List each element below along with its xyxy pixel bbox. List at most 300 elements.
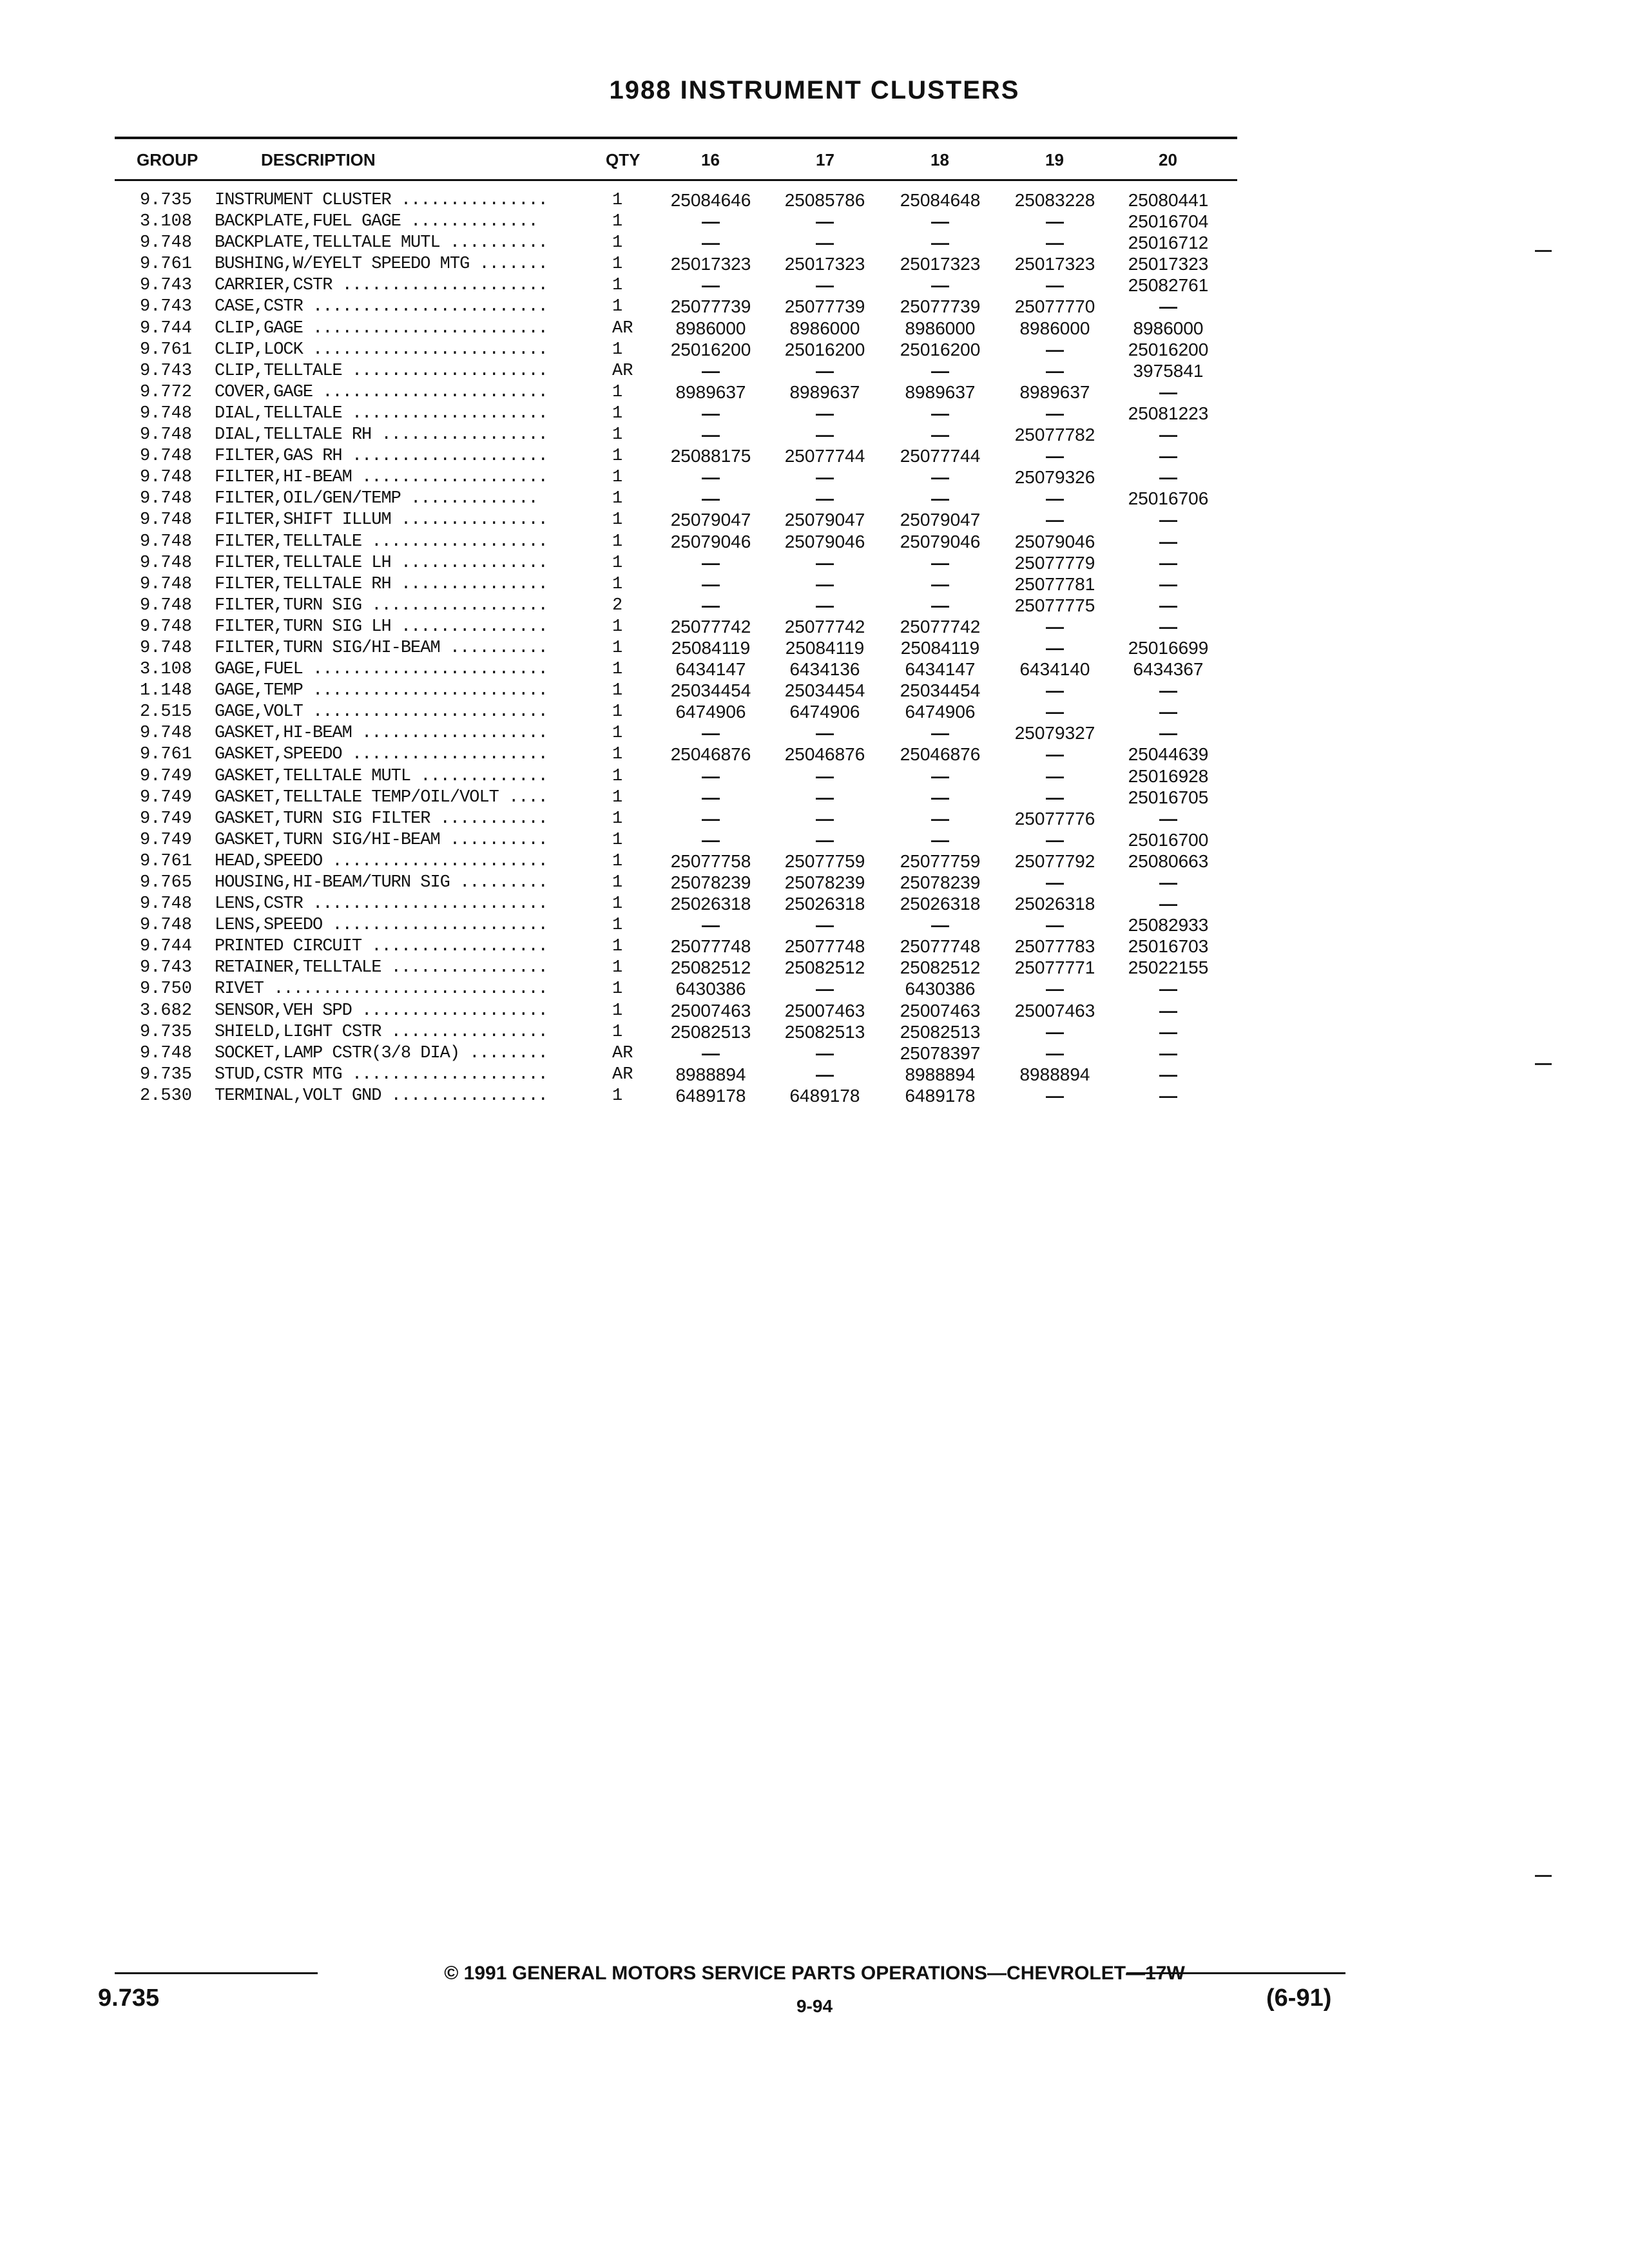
qty-cell: 1 bbox=[612, 403, 623, 423]
model-20-cell: — bbox=[1159, 1000, 1177, 1021]
model-20-cell: 8986000 bbox=[1133, 318, 1204, 338]
model-18-cell: 25084119 bbox=[900, 637, 980, 658]
model-17-cell: 25016200 bbox=[784, 339, 865, 360]
model-16-cell: — bbox=[702, 723, 720, 744]
table-row bbox=[0, 852, 1629, 873]
qty-cell: 1 bbox=[612, 191, 623, 210]
model-18-cell: — bbox=[931, 787, 949, 807]
model-19-cell: — bbox=[1046, 488, 1064, 509]
group-cell: 3.682 bbox=[139, 1001, 192, 1021]
model-17-cell: — bbox=[816, 723, 834, 744]
model-18-cell: 25077744 bbox=[900, 446, 981, 466]
group-cell: 9.761 bbox=[139, 851, 192, 871]
description-cell: FILTER,TURN SIG LH ............... bbox=[215, 617, 548, 637]
model-19-cell: 8988894 bbox=[1019, 1064, 1090, 1084]
description-cell: SENSOR,VEH SPD ................... bbox=[215, 1001, 548, 1021]
qty-cell: 1 bbox=[612, 297, 623, 317]
model-18-cell: 25079047 bbox=[900, 510, 981, 530]
model-20-cell: — bbox=[1159, 723, 1177, 744]
model-17-cell: 25046876 bbox=[784, 744, 865, 765]
model-17-cell: 25026318 bbox=[784, 894, 865, 914]
model-16-cell: 8989637 bbox=[675, 381, 746, 402]
model-16-cell: — bbox=[702, 360, 720, 381]
model-17-cell: 25034454 bbox=[784, 680, 865, 701]
qty-cell: 1 bbox=[612, 724, 623, 744]
model-16-cell: 25082513 bbox=[670, 1021, 751, 1042]
group-cell: 9.748 bbox=[139, 1043, 192, 1063]
model-20-cell: — bbox=[1159, 510, 1177, 530]
model-16-cell: — bbox=[702, 552, 720, 573]
group-cell: 9.743 bbox=[139, 276, 192, 296]
model-17-cell: 25077744 bbox=[784, 446, 865, 466]
model-16-cell: — bbox=[702, 787, 720, 807]
model-19-cell: — bbox=[1046, 1021, 1064, 1042]
model-18-cell: 25084648 bbox=[900, 190, 981, 210]
model-20-cell: 25016200 bbox=[1128, 339, 1209, 360]
model-19-cell: — bbox=[1046, 233, 1064, 253]
model-18-cell: 25077739 bbox=[900, 296, 981, 317]
col-header-20: 20 bbox=[1159, 150, 1177, 169]
group-cell: 9.735 bbox=[139, 1064, 192, 1084]
model-17-cell: — bbox=[816, 233, 834, 253]
model-20-cell: — bbox=[1159, 680, 1177, 701]
model-20-cell: — bbox=[1159, 531, 1177, 552]
qty-cell: 1 bbox=[612, 851, 623, 871]
qty-cell: 1 bbox=[612, 958, 623, 978]
model-16-cell: 25034454 bbox=[670, 680, 751, 701]
group-cell: 9.748 bbox=[139, 574, 192, 594]
model-19-cell: 6434140 bbox=[1019, 659, 1090, 680]
model-16-cell: 25046876 bbox=[670, 744, 751, 765]
model-19-cell: 25077770 bbox=[1014, 296, 1095, 317]
model-19-cell: — bbox=[1046, 360, 1064, 381]
model-20-cell: — bbox=[1159, 296, 1177, 317]
qty-cell: 1 bbox=[612, 702, 623, 722]
model-18-cell: 25046876 bbox=[900, 744, 981, 765]
description-cell: GASKET,TELLTALE MUTL ............. bbox=[215, 766, 548, 786]
description-cell: FILTER,TELLTALE RH ............... bbox=[215, 574, 548, 594]
table-row bbox=[0, 681, 1629, 702]
description-cell: RETAINER,TELLTALE ................ bbox=[215, 958, 548, 978]
description-cell: COVER,GAGE ....................... bbox=[215, 382, 548, 402]
description-cell: GAGE,TEMP ........................ bbox=[215, 681, 548, 701]
model-20-cell: — bbox=[1159, 1043, 1177, 1063]
model-18-cell: — bbox=[931, 573, 949, 594]
model-16-cell: 25007463 bbox=[670, 1000, 751, 1021]
table-row bbox=[0, 916, 1629, 937]
qty-cell: 1 bbox=[612, 447, 623, 466]
table-row bbox=[0, 1001, 1629, 1023]
model-16-cell: 25016200 bbox=[670, 339, 751, 360]
qty-cell: 1 bbox=[612, 830, 623, 850]
model-19-cell: 25007463 bbox=[1014, 1000, 1095, 1021]
table-row bbox=[0, 276, 1629, 297]
table-row bbox=[0, 1086, 1629, 1108]
description-cell: LENS,CSTR ........................ bbox=[215, 894, 548, 914]
group-cell: 9.749 bbox=[139, 787, 192, 807]
footer-copyright: © 1991 GENERAL MOTORS SERVICE PARTS OPERATIONS—CHEVROLET—17W bbox=[444, 1963, 1185, 1984]
model-19-cell: 25077776 bbox=[1014, 808, 1095, 829]
group-cell: 9.761 bbox=[139, 745, 192, 765]
table-row bbox=[0, 1044, 1629, 1065]
model-17-cell: — bbox=[816, 467, 834, 488]
group-cell: 9.748 bbox=[139, 489, 192, 509]
model-18-cell: 25082512 bbox=[900, 957, 981, 978]
model-16-cell: 6434147 bbox=[675, 659, 746, 680]
col-header-16: 16 bbox=[701, 150, 720, 169]
model-19-cell: — bbox=[1046, 872, 1064, 892]
model-16-cell: 25077748 bbox=[670, 936, 751, 957]
table-row bbox=[0, 596, 1629, 617]
margin-tick bbox=[1535, 1875, 1552, 1877]
table-row bbox=[0, 532, 1629, 553]
model-16-cell: 25079047 bbox=[670, 510, 751, 530]
model-18-cell: 25078397 bbox=[900, 1043, 981, 1063]
model-16-cell: 25078239 bbox=[670, 872, 751, 892]
model-16-cell: 25082512 bbox=[670, 957, 751, 978]
group-cell: 9.748 bbox=[139, 617, 192, 637]
model-19-cell: — bbox=[1046, 829, 1064, 850]
group-cell: 9.748 bbox=[139, 638, 192, 658]
model-18-cell: 8988894 bbox=[905, 1064, 976, 1084]
model-17-cell: — bbox=[816, 765, 834, 786]
model-20-cell: 25022155 bbox=[1128, 957, 1209, 978]
model-16-cell: 8986000 bbox=[675, 318, 746, 338]
model-19-cell: 25077775 bbox=[1014, 595, 1095, 615]
model-18-cell: — bbox=[931, 595, 949, 615]
model-17-cell: 25017323 bbox=[784, 254, 865, 274]
qty-cell: 1 bbox=[612, 937, 623, 957]
model-20-cell: — bbox=[1159, 616, 1177, 637]
model-19-cell: 25077779 bbox=[1014, 552, 1095, 573]
model-20-cell: 25016705 bbox=[1128, 787, 1209, 807]
table-row bbox=[0, 468, 1629, 489]
model-17-cell: 6474906 bbox=[789, 702, 860, 722]
model-16-cell: 25077742 bbox=[670, 616, 751, 637]
model-18-cell: — bbox=[931, 915, 949, 936]
model-17-cell: — bbox=[816, 1043, 834, 1063]
table-row bbox=[0, 361, 1629, 383]
qty-cell: 1 bbox=[612, 1001, 623, 1021]
description-cell: CLIP,TELLTALE .................... bbox=[215, 361, 548, 381]
table-row bbox=[0, 340, 1629, 361]
model-20-cell: 25082933 bbox=[1128, 915, 1209, 936]
model-18-cell: 8986000 bbox=[905, 318, 976, 338]
model-16-cell: — bbox=[702, 467, 720, 488]
description-cell: GASKET,TELLTALE TEMP/OIL/VOLT .... bbox=[215, 787, 548, 807]
qty-cell: 1 bbox=[612, 340, 623, 360]
description-cell: SOCKET,LAMP CSTR(3/8 DIA) ........ bbox=[215, 1043, 548, 1063]
model-18-cell: — bbox=[931, 467, 949, 488]
description-cell: GAGE,FUEL ........................ bbox=[215, 660, 548, 680]
group-cell: 9.743 bbox=[139, 297, 192, 317]
description-cell: GASKET,TURN SIG FILTER ........... bbox=[215, 809, 548, 829]
model-18-cell: — bbox=[931, 723, 949, 744]
model-19-cell: 25083228 bbox=[1014, 190, 1095, 210]
group-cell: 9.748 bbox=[139, 553, 192, 573]
qty-cell: 1 bbox=[612, 1022, 623, 1042]
model-20-cell: — bbox=[1159, 446, 1177, 466]
description-cell: FILTER,HI-BEAM ................... bbox=[215, 468, 548, 488]
footer-section-number: 9.735 bbox=[98, 1984, 160, 2012]
model-16-cell: — bbox=[702, 829, 720, 850]
model-19-cell: — bbox=[1046, 275, 1064, 296]
qty-cell: 1 bbox=[612, 574, 623, 594]
model-16-cell: 25088175 bbox=[670, 446, 751, 466]
model-18-cell: — bbox=[931, 765, 949, 786]
model-18-cell: — bbox=[931, 808, 949, 829]
footer-date: (6-91) bbox=[1266, 1984, 1332, 2012]
table-row bbox=[0, 639, 1629, 660]
model-20-cell: — bbox=[1159, 595, 1177, 615]
table-row bbox=[0, 383, 1629, 404]
model-20-cell: 25044639 bbox=[1128, 744, 1209, 765]
model-17-cell: — bbox=[816, 1064, 834, 1084]
model-18-cell: 25079046 bbox=[900, 531, 981, 552]
model-17-cell: — bbox=[816, 573, 834, 594]
model-18-cell: 6474906 bbox=[905, 702, 976, 722]
model-17-cell: 25079046 bbox=[784, 531, 865, 552]
group-cell: 1.148 bbox=[139, 681, 192, 701]
group-cell: 9.749 bbox=[139, 766, 192, 786]
model-20-cell: 25080441 bbox=[1128, 190, 1209, 210]
model-20-cell: — bbox=[1159, 552, 1177, 573]
model-16-cell: — bbox=[702, 211, 720, 232]
model-17-cell: 6489178 bbox=[789, 1085, 860, 1106]
description-cell: FILTER,SHIFT ILLUM ............... bbox=[215, 510, 548, 530]
model-18-cell: — bbox=[931, 488, 949, 509]
model-18-cell: — bbox=[931, 829, 949, 850]
model-18-cell: — bbox=[931, 275, 949, 296]
model-18-cell: 6434147 bbox=[905, 659, 976, 680]
group-cell: 9.748 bbox=[139, 510, 192, 530]
model-17-cell: — bbox=[816, 488, 834, 509]
model-18-cell: — bbox=[931, 211, 949, 232]
model-16-cell: — bbox=[702, 425, 720, 445]
table-row bbox=[0, 233, 1629, 255]
model-16-cell: — bbox=[702, 595, 720, 615]
description-cell: HEAD,SPEEDO ...................... bbox=[215, 851, 548, 871]
table-row bbox=[0, 937, 1629, 958]
model-16-cell: — bbox=[702, 915, 720, 936]
model-19-cell: — bbox=[1046, 702, 1064, 722]
model-20-cell: — bbox=[1159, 979, 1177, 999]
qty-cell: 1 bbox=[612, 681, 623, 701]
description-cell: CASE,CSTR ........................ bbox=[215, 297, 548, 317]
description-cell: RIVET ............................ bbox=[215, 979, 548, 999]
model-16-cell: — bbox=[702, 808, 720, 829]
model-19-cell: — bbox=[1046, 403, 1064, 423]
model-20-cell: 25016700 bbox=[1128, 829, 1209, 850]
table-row bbox=[0, 958, 1629, 979]
model-19-cell: 25077782 bbox=[1014, 425, 1095, 445]
model-19-cell: — bbox=[1046, 616, 1064, 637]
model-20-cell: — bbox=[1159, 573, 1177, 594]
model-16-cell: 25079046 bbox=[670, 531, 751, 552]
qty-cell: AR bbox=[612, 1043, 633, 1063]
model-17-cell: — bbox=[816, 275, 834, 296]
qty-cell: 1 bbox=[612, 916, 623, 936]
model-18-cell: 25026318 bbox=[900, 894, 981, 914]
group-cell: 9.735 bbox=[139, 1022, 192, 1042]
group-cell: 9.748 bbox=[139, 724, 192, 744]
table-row bbox=[0, 745, 1629, 766]
table-row bbox=[0, 894, 1629, 916]
model-20-cell: 25081223 bbox=[1128, 403, 1209, 423]
model-19-cell: — bbox=[1046, 1085, 1064, 1106]
model-19-cell: 25079327 bbox=[1014, 723, 1095, 744]
model-17-cell: 25077742 bbox=[784, 616, 865, 637]
group-cell: 9.772 bbox=[139, 382, 192, 402]
qty-cell: 1 bbox=[612, 873, 623, 892]
table-row bbox=[0, 1065, 1629, 1086]
model-18-cell: — bbox=[931, 552, 949, 573]
model-17-cell: — bbox=[816, 595, 834, 615]
model-20-cell: 25016699 bbox=[1128, 637, 1209, 658]
model-18-cell: 6430386 bbox=[905, 979, 976, 999]
description-cell: DIAL,TELLTALE RH ................. bbox=[215, 425, 548, 445]
qty-cell: 1 bbox=[612, 553, 623, 573]
model-17-cell: 25007463 bbox=[784, 1000, 865, 1021]
model-20-cell: 6434367 bbox=[1133, 659, 1204, 680]
table-row bbox=[0, 831, 1629, 852]
description-cell: INSTRUMENT CLUSTER ............... bbox=[215, 191, 548, 210]
model-18-cell: 25077748 bbox=[900, 936, 981, 957]
col-header-description: DESCRIPTION bbox=[261, 150, 376, 169]
model-17-cell: 6434136 bbox=[789, 659, 860, 680]
model-19-cell: — bbox=[1046, 680, 1064, 701]
model-20-cell: 25016928 bbox=[1128, 765, 1209, 786]
qty-cell: 1 bbox=[612, 532, 623, 552]
group-cell: 9.748 bbox=[139, 403, 192, 423]
description-cell: GASKET,SPEEDO .................... bbox=[215, 745, 548, 765]
model-16-cell: — bbox=[702, 1043, 720, 1063]
description-cell: FILTER,GAS RH .................... bbox=[215, 447, 548, 466]
model-16-cell: — bbox=[702, 488, 720, 509]
model-19-cell: — bbox=[1046, 979, 1064, 999]
model-17-cell: — bbox=[816, 552, 834, 573]
table-row bbox=[0, 404, 1629, 425]
qty-cell: AR bbox=[612, 361, 633, 381]
table-row bbox=[0, 575, 1629, 596]
model-17-cell: — bbox=[816, 360, 834, 381]
model-20-cell: — bbox=[1159, 702, 1177, 722]
model-19-cell: 25077771 bbox=[1014, 957, 1095, 978]
qty-cell: 1 bbox=[612, 809, 623, 829]
model-19-cell: 8986000 bbox=[1019, 318, 1090, 338]
model-17-cell: 25084119 bbox=[785, 637, 865, 658]
qty-cell: 1 bbox=[612, 382, 623, 402]
model-16-cell: — bbox=[702, 403, 720, 423]
description-cell: CLIP,GAGE ........................ bbox=[215, 318, 548, 338]
description-cell: FILTER,TELLTALE .................. bbox=[215, 532, 548, 552]
description-cell: LENS,SPEEDO ...................... bbox=[215, 916, 548, 936]
group-cell: 9.761 bbox=[139, 255, 192, 274]
model-18-cell: — bbox=[931, 360, 949, 381]
model-19-cell: 25026318 bbox=[1014, 894, 1095, 914]
col-header-17: 17 bbox=[816, 150, 834, 169]
margin-tick bbox=[1535, 250, 1552, 252]
group-cell: 3.108 bbox=[139, 212, 192, 232]
group-cell: 9.749 bbox=[139, 830, 192, 850]
table-row bbox=[0, 979, 1629, 1001]
model-16-cell: 25084119 bbox=[671, 637, 751, 658]
description-cell: BUSHING,W/EYELT SPEEDO MTG ....... bbox=[215, 255, 548, 274]
margin-tick bbox=[1535, 1063, 1552, 1065]
model-16-cell: — bbox=[702, 765, 720, 786]
model-16-cell: 6474906 bbox=[675, 702, 746, 722]
qty-cell: 1 bbox=[612, 745, 623, 765]
qty-cell: 1 bbox=[612, 660, 623, 680]
model-17-cell: 8989637 bbox=[789, 381, 860, 402]
model-16-cell: 25084646 bbox=[670, 190, 751, 210]
model-18-cell: — bbox=[931, 233, 949, 253]
model-19-cell: — bbox=[1046, 765, 1064, 786]
model-16-cell: 6430386 bbox=[675, 979, 746, 999]
model-20-cell: — bbox=[1159, 872, 1177, 892]
model-20-cell: 25080663 bbox=[1128, 850, 1209, 871]
group-cell: 2.530 bbox=[139, 1086, 192, 1106]
model-16-cell: — bbox=[702, 573, 720, 594]
model-17-cell: — bbox=[816, 787, 834, 807]
qty-cell: 1 bbox=[612, 766, 623, 786]
description-cell: DIAL,TELLTALE .................... bbox=[215, 403, 548, 423]
table-row bbox=[0, 255, 1629, 276]
table-row bbox=[0, 873, 1629, 894]
model-16-cell: 25077758 bbox=[670, 850, 751, 871]
table-row bbox=[0, 297, 1629, 318]
group-cell: 9.744 bbox=[139, 318, 192, 338]
description-cell: HOUSING,HI-BEAM/TURN SIG ......... bbox=[215, 873, 548, 892]
description-cell: PRINTED CIRCUIT .................. bbox=[215, 937, 548, 957]
qty-cell: AR bbox=[612, 318, 633, 338]
parts-table bbox=[0, 191, 1629, 1108]
model-16-cell: 8988894 bbox=[675, 1064, 746, 1084]
qty-cell: 1 bbox=[612, 638, 623, 658]
table-row bbox=[0, 489, 1629, 510]
qty-cell: 2 bbox=[612, 595, 623, 615]
model-20-cell: — bbox=[1159, 894, 1177, 914]
qty-cell: 1 bbox=[612, 510, 623, 530]
group-cell: 9.748 bbox=[139, 894, 192, 914]
table-row bbox=[0, 702, 1629, 724]
model-17-cell: 8986000 bbox=[789, 318, 860, 338]
model-20-cell: — bbox=[1159, 381, 1177, 402]
model-19-cell: — bbox=[1046, 915, 1064, 936]
table-row bbox=[0, 425, 1629, 447]
model-19-cell: 25077783 bbox=[1014, 936, 1095, 957]
model-20-cell: 25082761 bbox=[1128, 275, 1209, 296]
description-cell: GAGE,VOLT ........................ bbox=[215, 702, 548, 722]
model-17-cell: 25079047 bbox=[784, 510, 865, 530]
model-20-cell: 25016712 bbox=[1128, 233, 1209, 253]
qty-cell: 1 bbox=[612, 212, 623, 232]
description-cell: GASKET,HI-BEAM ................... bbox=[215, 724, 548, 744]
model-20-cell: 3975841 bbox=[1133, 360, 1204, 381]
model-19-cell: — bbox=[1046, 787, 1064, 807]
qty-cell: 1 bbox=[612, 468, 623, 488]
model-20-cell: — bbox=[1159, 1064, 1177, 1084]
table-row bbox=[0, 617, 1629, 639]
table-row bbox=[0, 212, 1629, 233]
table-row bbox=[0, 1023, 1629, 1044]
qty-cell: 1 bbox=[612, 617, 623, 637]
col-header-group: GROUP bbox=[137, 150, 198, 169]
group-cell: 9.748 bbox=[139, 233, 192, 253]
model-16-cell: 6489178 bbox=[675, 1085, 746, 1106]
model-19-cell: 25077781 bbox=[1014, 573, 1095, 594]
table-row bbox=[0, 809, 1629, 831]
